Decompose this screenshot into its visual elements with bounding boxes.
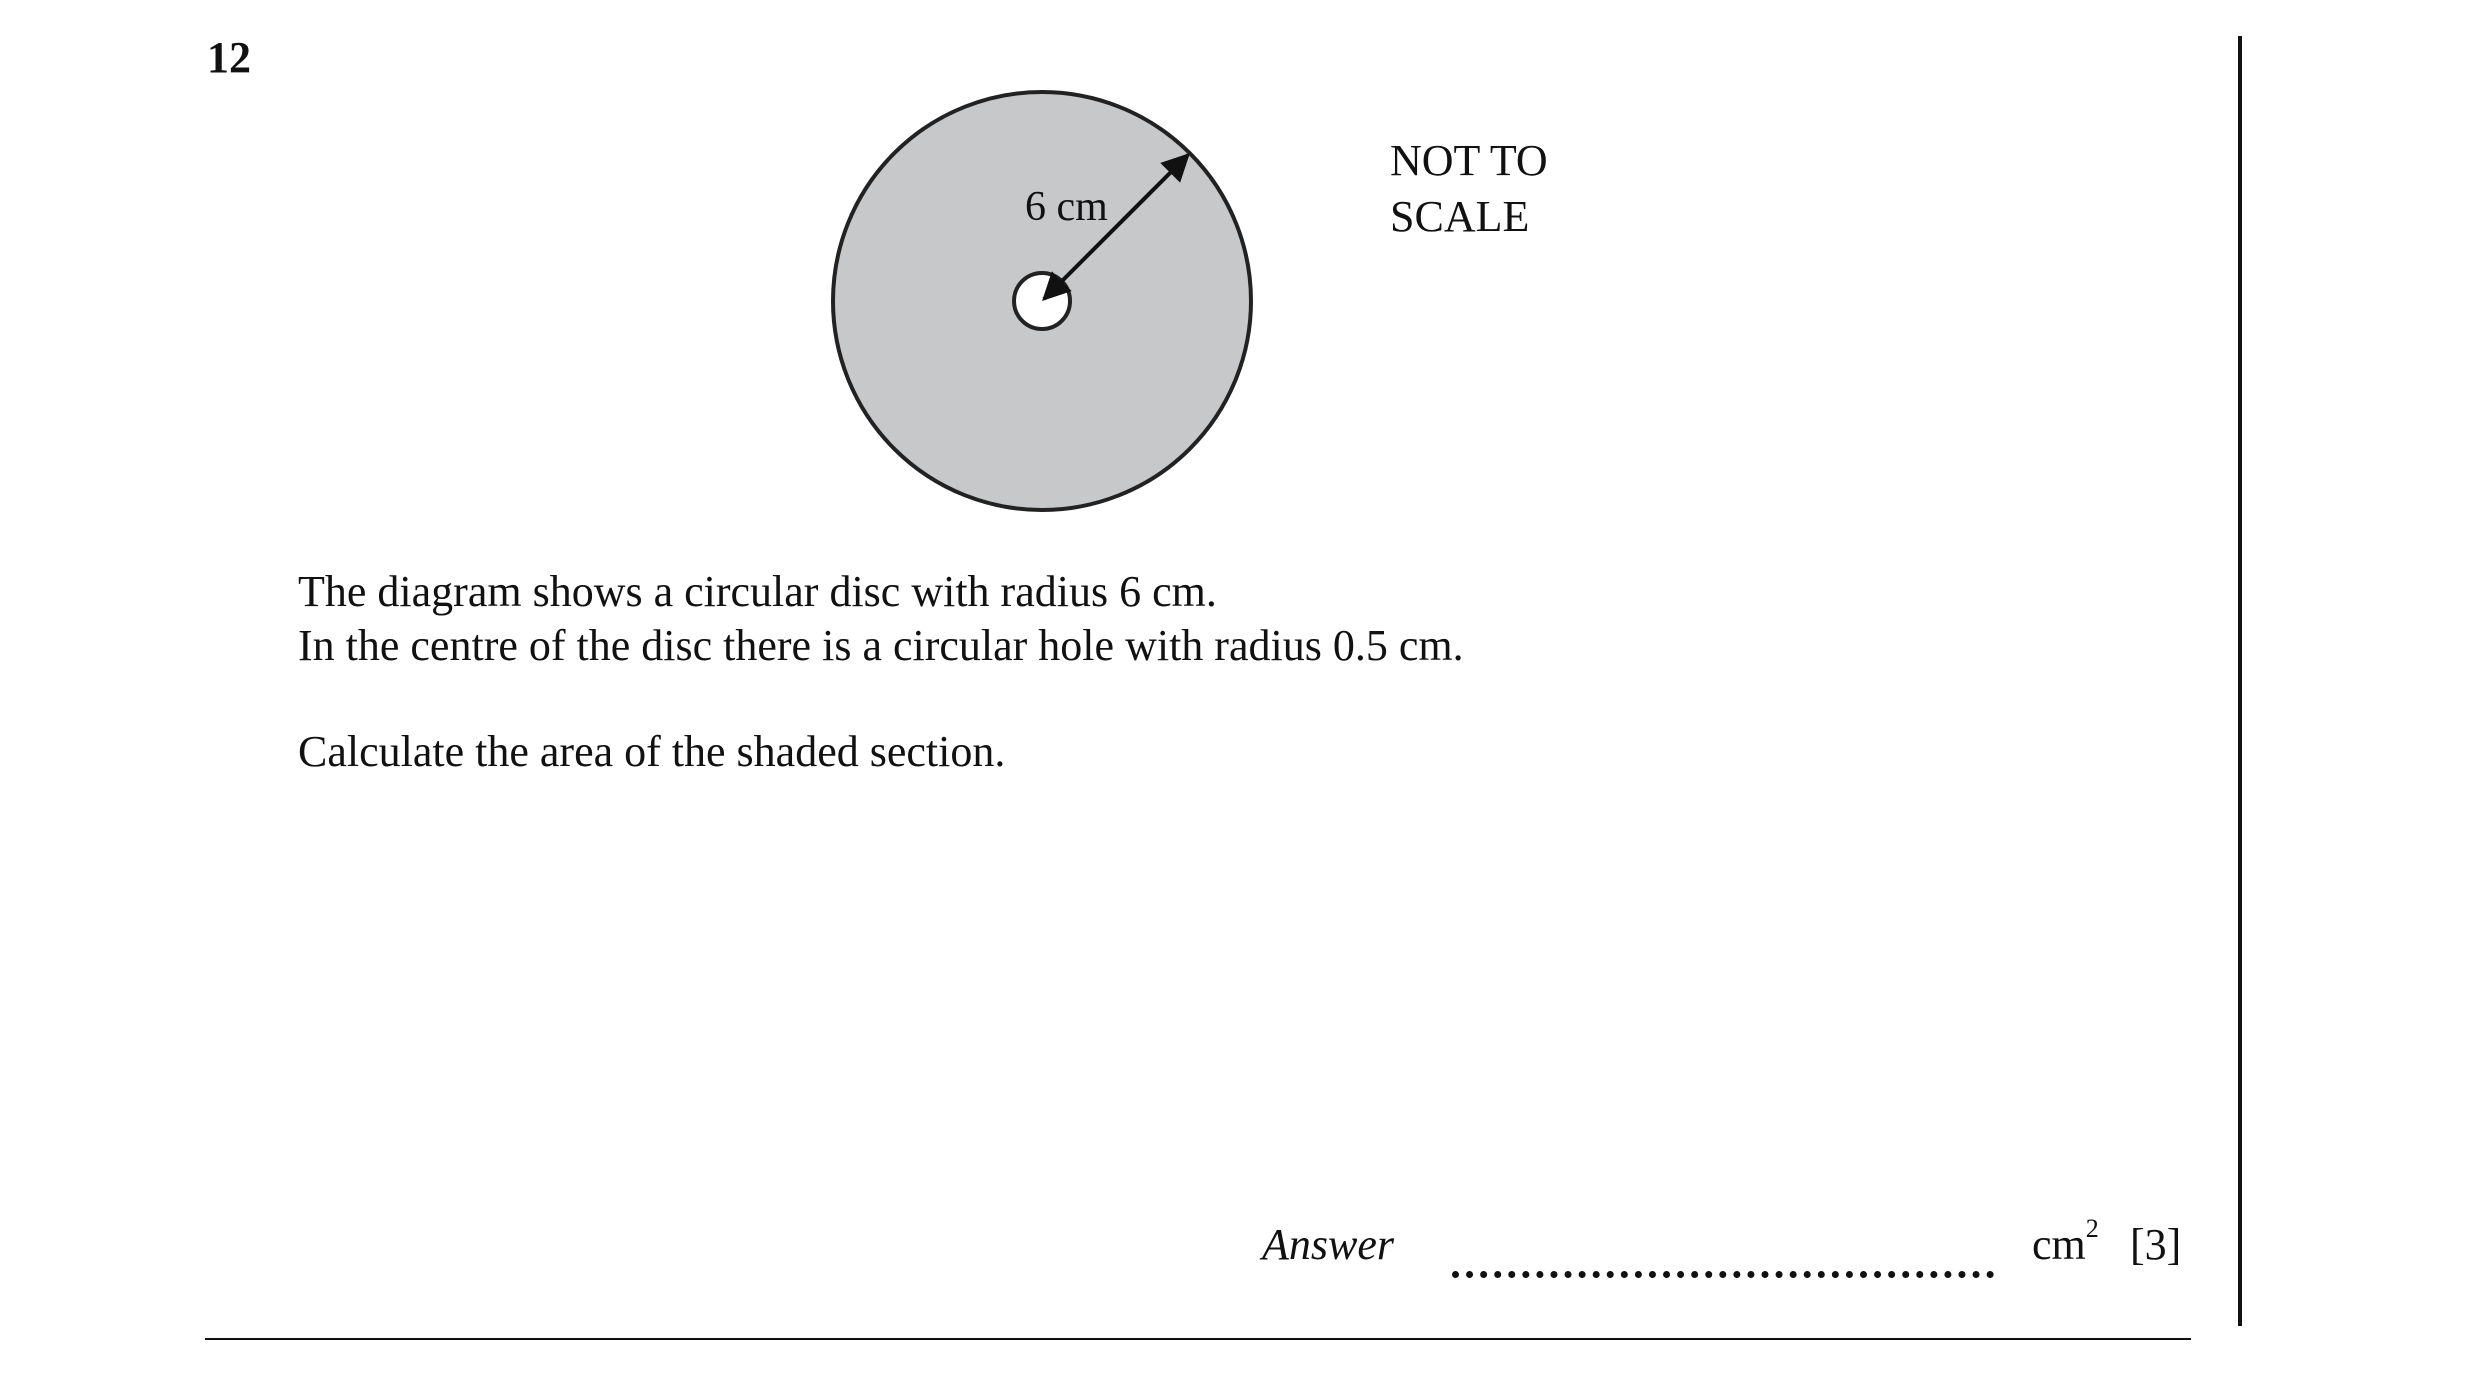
answer-row [0, 1215, 2480, 1295]
answer-unit [2032, 1214, 2099, 1270]
answer-unit-text: cm [2032, 1220, 2086, 1269]
question-line-3: Calculate the area of the shaded section. [298, 727, 1006, 776]
margin-rule [2238, 36, 2242, 1326]
answer-input-line[interactable] [1452, 1258, 1994, 1278]
answer-marks: [3] [2130, 1220, 2182, 1269]
question-text [298, 565, 1464, 779]
answer-unit-power: 2 [2085, 1214, 2099, 1243]
disc-diagram [800, 80, 1280, 520]
question-line-1: The diagram shows a circular disc with radius 6 cm. [298, 567, 1217, 616]
not-to-scale-note [1390, 133, 1548, 245]
scale-note-line-1: NOT TO [1390, 136, 1548, 185]
scale-note-line-2: SCALE [1390, 192, 1530, 241]
answer-label: Answer [1262, 1220, 1394, 1269]
radius-label: 6 cm [1025, 184, 1108, 230]
question-number: 12 [207, 33, 251, 82]
bottom-divider [205, 1338, 2191, 1340]
question-line-2: In the centre of the disc there is a circular hole with radius 0.5 cm. [298, 621, 1464, 670]
